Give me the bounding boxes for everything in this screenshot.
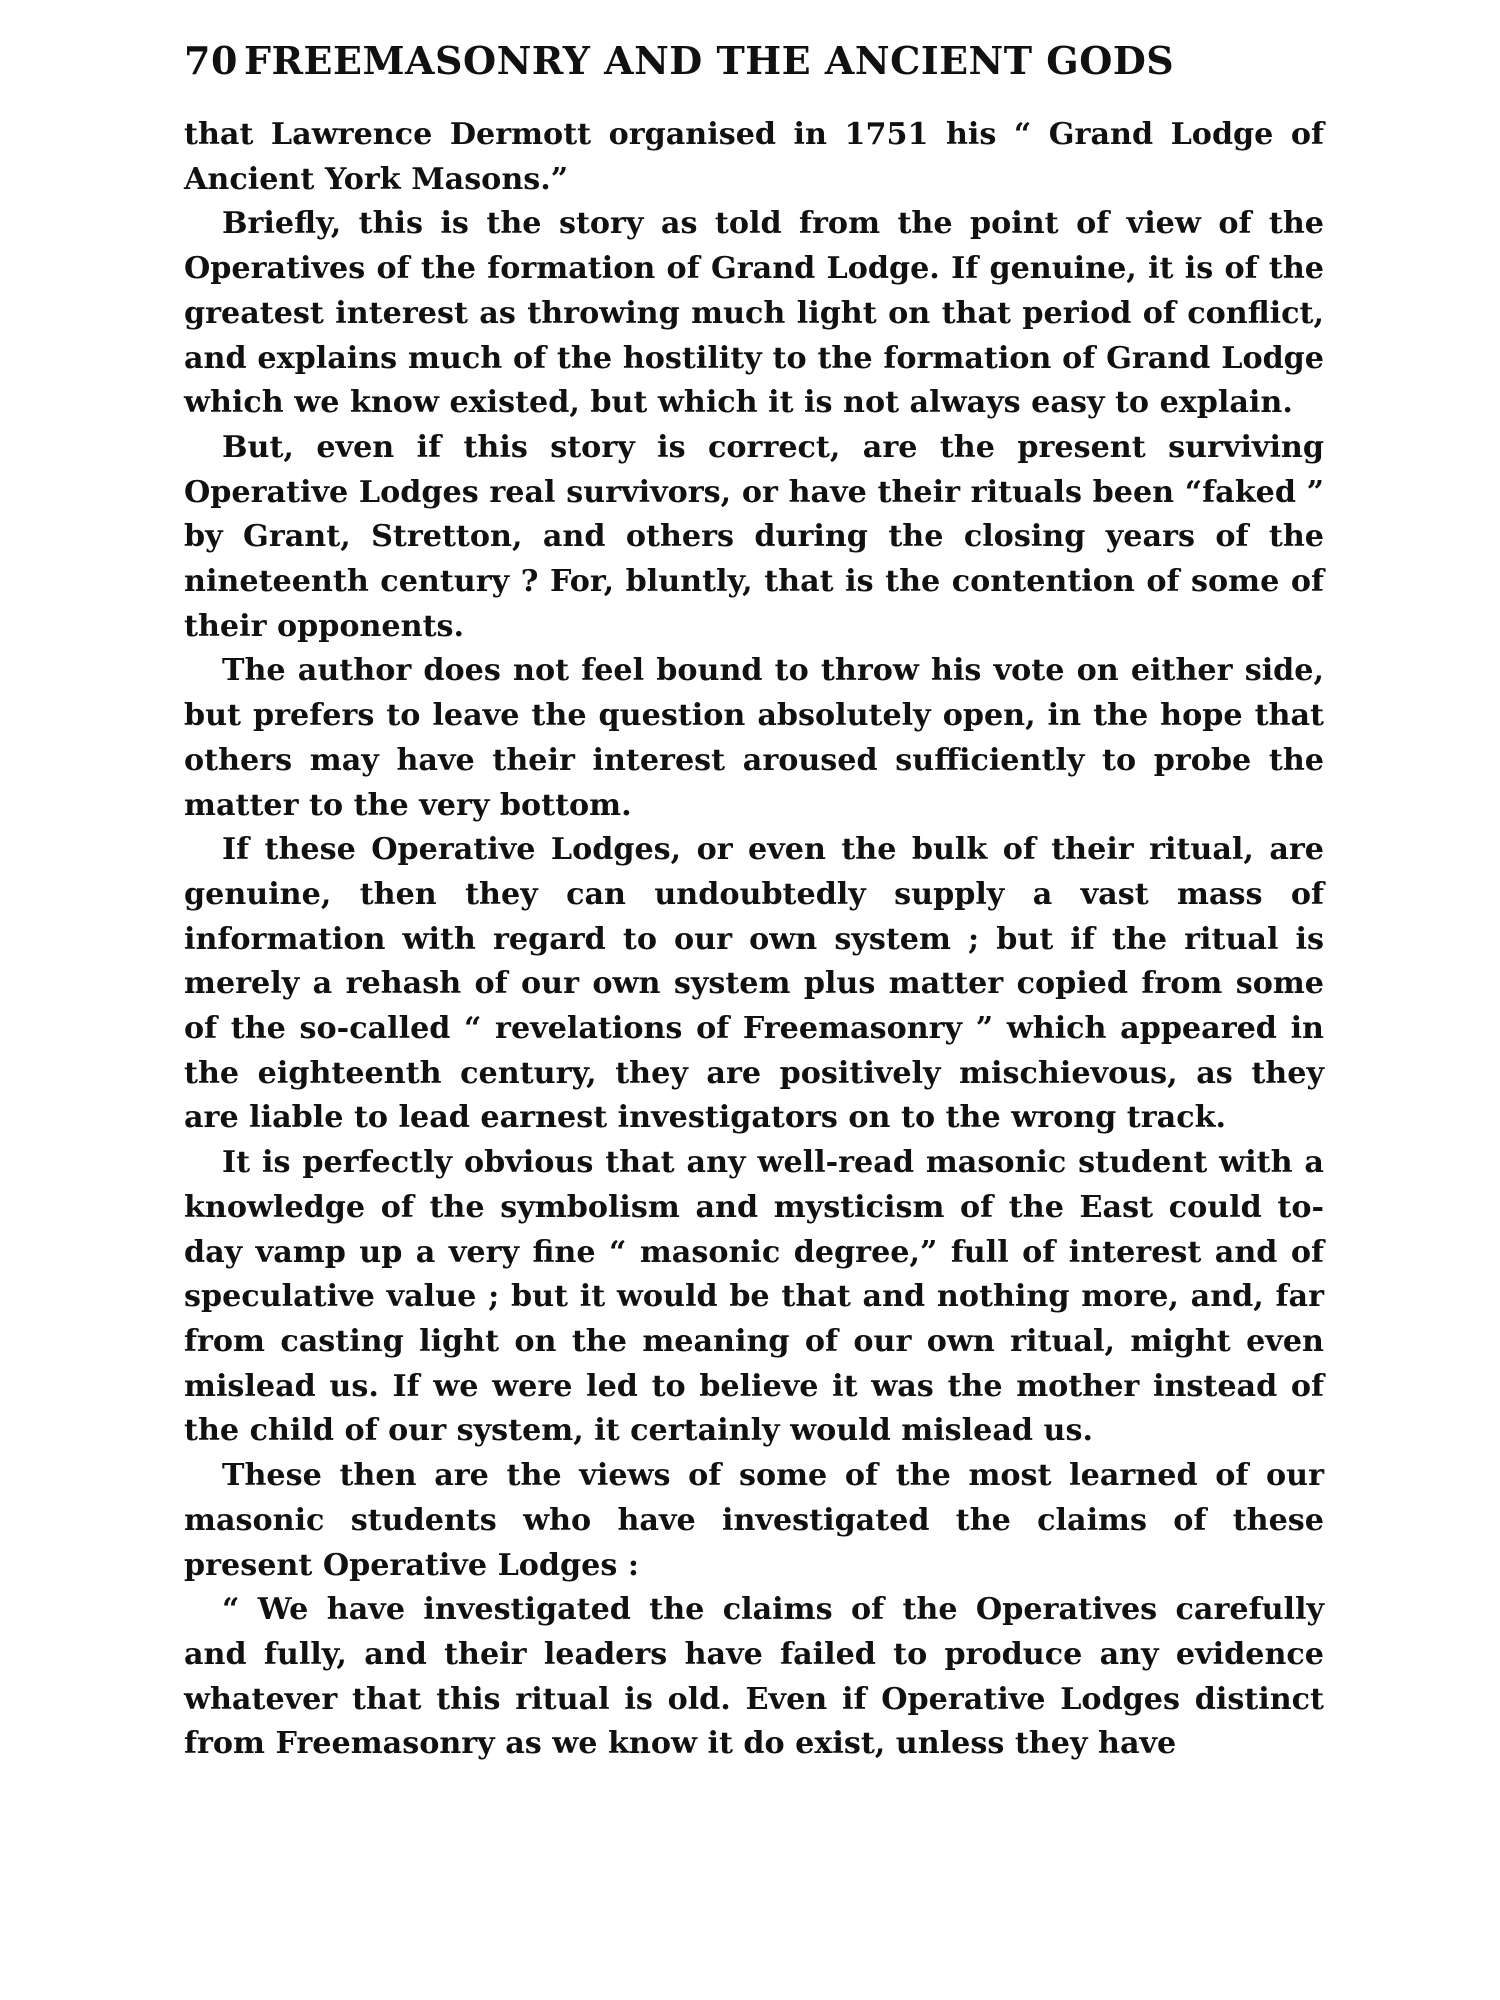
paragraph: If these Operative Lodges, or even the bulk of their ritual, are genuine, then they can undoubtedly supply a vast mass of information with regard to our own system ; but if the ritual is merely a rehash of our own system plus matter copied from some of the so-called “ revelations of Freemasonry ” which appeared in the eighteenth century, they are positively mischievous, as they are liable to lead earnest investigators on to the wrong track. xyxy=(184,832,1324,1136)
page-number: 70 xyxy=(184,38,238,83)
paragraph-quotation: “ We have investigated the claims of the Operatives carefully and fully, and their leaders have failed to produce any evidence whatever that this ritual is old. Even if Operative Lodges distinct from Freemasonry as we know it do exist, unless they have xyxy=(184,1592,1324,1762)
paragraph: Briefly, this is the story as told from the point of view of the Operatives of the formation of Grand Lodge. If genuine, it is of the greatest interest as throwing much light on that period of conflict, and explains much of the hostility to the formation of Grand Lodge which we know existed, but which it is not always easy to explain. xyxy=(184,206,1324,421)
book-page xyxy=(184,0,1324,2000)
paragraph: These then are the views of some of the most learned of our masonic students who have investigated the claims of these present Operative Lodges : xyxy=(184,1458,1324,1583)
paragraph-continued: that Lawrence Dermott organised in 1751 his “ Grand Lodge of Ancient York Masons.” xyxy=(184,117,1324,197)
running-head xyxy=(184,36,1324,86)
paragraph: The author does not feel bound to throw his vote on either side, but prefers to leave the question absolutely open, in the hope that others may have their interest aroused sufficiently to probe the matter to the very bottom. xyxy=(184,653,1324,823)
running-title: FREEMASONRY AND THE ANCIENT GODS xyxy=(244,38,1175,83)
paragraph: But, even if this story is correct, are the present surviving Operative Lodges real survivors, or have their rituals been “faked ” by Grant, Stretton, and others during the closing years of the nineteenth century ? For, bluntly, that is the contention of some of their opponents. xyxy=(184,429,1324,644)
paragraph: It is perfectly obvious that any well-read masonic student with a knowledge of the symbolism and mysticism of the East could to-day vamp up a very fine “ masonic degree,” full of interest and of speculative value ; but it would be that and nothing more, and, far from casting light on the meaning of our own ritual, might even mislead us. If we were led to believe it was the mother instead of the child of our system, it certainly would mislead us. xyxy=(184,1145,1324,1449)
body-text xyxy=(184,113,1324,1767)
